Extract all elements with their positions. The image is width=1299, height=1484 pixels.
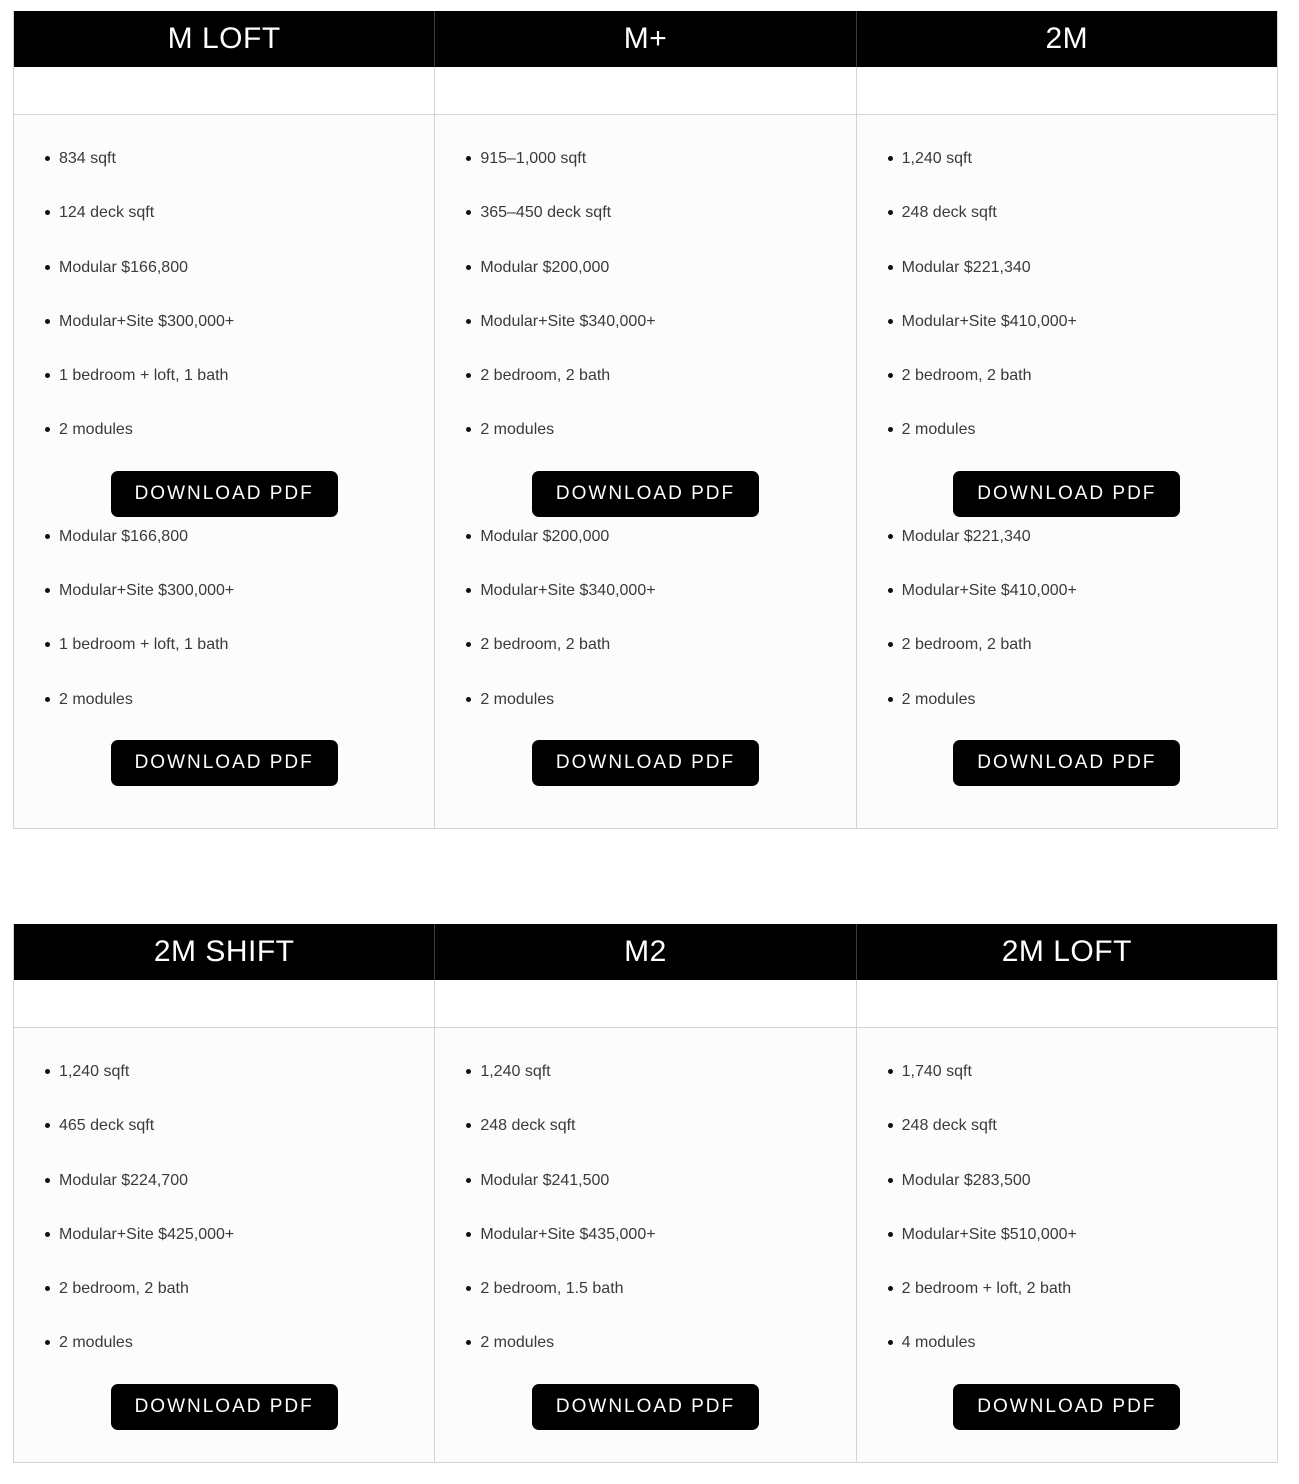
column-2m <box>856 115 1277 828</box>
feature-modules: 2 modules <box>435 686 855 740</box>
body-row <box>14 1028 1277 1462</box>
feature-bedrooms: 2 bedroom + loft, 2 bath <box>857 1275 1277 1329</box>
feature-modular-price: Modular $224,700 <box>14 1167 434 1221</box>
feature-modules: 2 modules <box>857 686 1277 740</box>
column-2m-loft <box>856 1028 1277 1462</box>
pricing-table-1 <box>13 11 1278 829</box>
feature-modular-price: Modular $200,000 <box>435 523 855 577</box>
feature-deck-sqft: 248 deck sqft <box>435 1112 855 1166</box>
download-pdf-button[interactable]: DOWNLOAD PDF <box>111 1384 338 1430</box>
spacer-cell <box>856 980 1277 1027</box>
feature-sqft: 1,740 sqft <box>857 1058 1277 1112</box>
feature-bedrooms: 2 bedroom, 2 bath <box>435 631 855 685</box>
feature-modular-price: Modular $166,800 <box>14 254 434 308</box>
feature-list <box>14 1058 434 1384</box>
download-pdf-button[interactable]: DOWNLOAD PDF <box>532 471 759 517</box>
feature-bedrooms: 2 bedroom, 2 bath <box>857 362 1277 416</box>
feature-bedrooms: 2 bedroom, 2 bath <box>14 1275 434 1329</box>
feature-modular-site-price: Modular+Site $340,000+ <box>435 308 855 362</box>
header-row <box>14 924 1277 980</box>
feature-sqft: 1,240 sqft <box>14 1058 434 1112</box>
column-m-loft <box>14 115 434 828</box>
feature-modular-site-price: Modular+Site $410,000+ <box>857 308 1277 362</box>
column-title-m-loft: M LOFT <box>167 22 281 55</box>
feature-modules: 2 modules <box>14 686 434 740</box>
feature-modules: 2 modules <box>14 1329 434 1383</box>
column-title-2m-loft: 2M LOFT <box>856 924 1277 980</box>
feature-deck-sqft: 248 deck sqft <box>857 1112 1277 1166</box>
spacer-cell <box>14 980 434 1027</box>
header-row <box>14 11 1277 67</box>
feature-modular-price: Modular $221,340 <box>857 523 1277 577</box>
feature-list <box>857 145 1277 471</box>
pricing-table-2 <box>13 924 1278 1463</box>
feature-modular-site-price: Modular+Site $340,000+ <box>435 577 855 631</box>
feature-list-repeat <box>435 523 855 740</box>
feature-deck-sqft: 124 deck sqft <box>14 199 434 253</box>
spacer-cell <box>14 67 434 114</box>
download-pdf-button[interactable]: DOWNLOAD PDF <box>111 740 338 786</box>
feature-deck-sqft: 465 deck sqft <box>14 1112 434 1166</box>
download-pdf-button[interactable]: DOWNLOAD PDF <box>111 471 338 517</box>
feature-bedrooms: 1 bedroom + loft, 1 bath <box>14 362 434 416</box>
feature-list-repeat <box>857 523 1277 740</box>
feature-modular-site-price: Modular+Site $410,000+ <box>857 577 1277 631</box>
column-title-2m-shift: 2M SHIFT <box>153 935 295 968</box>
feature-modular-price: Modular $221,340 <box>857 254 1277 308</box>
download-pdf-button[interactable]: DOWNLOAD PDF <box>953 740 1180 786</box>
spacer-cell <box>434 67 855 114</box>
feature-sqft: 1,240 sqft <box>857 145 1277 199</box>
feature-sqft: 834 sqft <box>14 145 434 199</box>
download-pdf-button[interactable]: DOWNLOAD PDF <box>953 471 1180 517</box>
feature-bedrooms: 2 bedroom, 1.5 bath <box>435 1275 855 1329</box>
spacer-cell <box>434 980 855 1027</box>
feature-modular-site-price: Modular+Site $300,000+ <box>14 577 434 631</box>
feature-modules: 2 modules <box>14 416 434 470</box>
column-title-m2: M2 <box>434 924 855 980</box>
column-m-plus <box>434 115 855 828</box>
download-pdf-button[interactable]: DOWNLOAD PDF <box>532 1384 759 1430</box>
feature-list <box>435 145 855 471</box>
feature-deck-sqft: 365–450 deck sqft <box>435 199 855 253</box>
feature-modular-price: Modular $200,000 <box>435 254 855 308</box>
feature-sqft: 915–1,000 sqft <box>435 145 855 199</box>
feature-bedrooms: 2 bedroom, 2 bath <box>857 631 1277 685</box>
download-pdf-button[interactable]: DOWNLOAD PDF <box>532 740 759 786</box>
column-m2 <box>434 1028 855 1462</box>
feature-modular-site-price: Modular+Site $435,000+ <box>435 1221 855 1275</box>
feature-modular-price: Modular $166,800 <box>14 523 434 577</box>
feature-modules: 2 modules <box>435 1329 855 1383</box>
body-row <box>14 115 1277 828</box>
feature-bedrooms: 2 bedroom, 2 bath <box>435 362 855 416</box>
feature-modules: 2 modules <box>435 416 855 470</box>
column-2m-shift <box>14 1028 434 1462</box>
spacer-cell <box>856 67 1277 114</box>
spacer-row <box>14 980 1277 1028</box>
feature-modular-price: Modular $241,500 <box>435 1167 855 1221</box>
feature-list <box>14 145 434 471</box>
spacer-row <box>14 67 1277 115</box>
feature-modules: 4 modules <box>857 1329 1277 1383</box>
feature-modular-site-price: Modular+Site $510,000+ <box>857 1221 1277 1275</box>
feature-modules: 2 modules <box>857 416 1277 470</box>
feature-modular-site-price: Modular+Site $425,000+ <box>14 1221 434 1275</box>
feature-list-repeat <box>14 523 434 740</box>
feature-modular-price: Modular $283,500 <box>857 1167 1277 1221</box>
column-title-m-plus: M+ <box>434 11 855 67</box>
feature-list <box>857 1058 1277 1384</box>
download-pdf-button[interactable]: DOWNLOAD PDF <box>953 1384 1180 1430</box>
feature-modular-site-price: Modular+Site $300,000+ <box>14 308 434 362</box>
feature-list <box>435 1058 855 1384</box>
feature-bedrooms: 1 bedroom + loft, 1 bath <box>14 631 434 685</box>
column-title-2m: 2M <box>856 11 1277 67</box>
feature-sqft: 1,240 sqft <box>435 1058 855 1112</box>
feature-deck-sqft: 248 deck sqft <box>857 199 1277 253</box>
